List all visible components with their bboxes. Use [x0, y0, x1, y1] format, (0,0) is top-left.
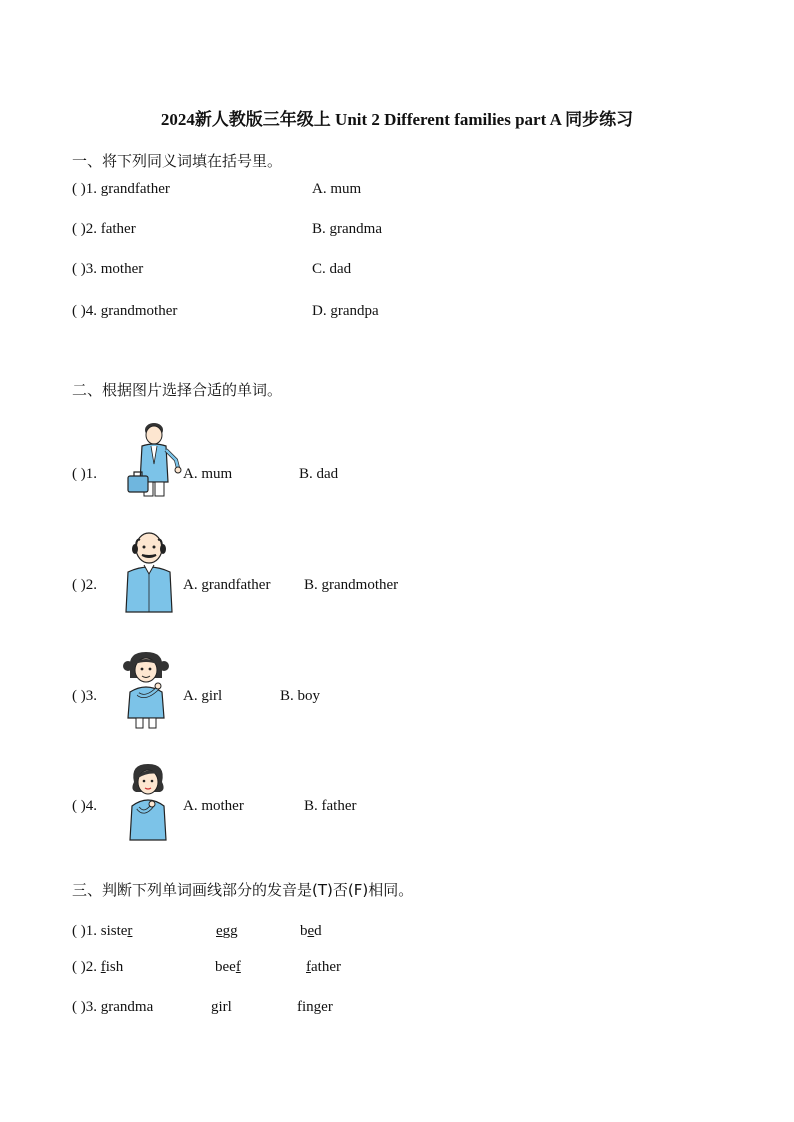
s3-q2-word-2: beef [215, 959, 241, 975]
businessman-with-briefcase-icon [118, 420, 184, 500]
grandfather-icon [118, 530, 180, 614]
girl-icon [118, 648, 174, 730]
s2-q4-option-b: B. father [304, 798, 357, 814]
s3-q1-word-2: egg [216, 923, 238, 939]
s3-question-3: ( )3. grandma [72, 999, 154, 1015]
s3-q3-word-2: girl [211, 999, 232, 1015]
s2-q2-option-a: A. grandfather [183, 577, 271, 593]
section-3-heading: 三、判断下列单词画线部分的发音是(T)否(F)相同。 [72, 881, 414, 899]
s1-option-a: A. mum [312, 181, 362, 197]
s2-q1-option-b: B. dad [299, 466, 339, 482]
s1-option-c: C. dad [312, 261, 352, 277]
s2-q3-option-b: B. boy [280, 688, 321, 704]
s1-question-1: ( )1. grandfather [72, 181, 170, 197]
s2-q1-option-a: A. mum [183, 466, 233, 482]
s1-question-3: ( )3. mother [72, 261, 144, 277]
page-title: 2024新人教版三年级上 Unit 2 Different families part A 同步练习 [160, 110, 634, 129]
s2-question-3: ( )3. [72, 688, 97, 704]
s2-question-1: ( )1. [72, 466, 97, 482]
s1-question-2: ( )2. father [72, 221, 136, 237]
s2-q2-option-b: B. grandmother [304, 577, 399, 593]
s3-question-1: ( )1. sister [72, 923, 133, 939]
s3-q1-word-3: bed [300, 923, 322, 939]
s2-question-2: ( )2. [72, 577, 97, 593]
s2-question-4: ( )4. [72, 798, 97, 814]
s3-q2-word-3: father [306, 959, 341, 975]
s2-q4-option-a: A. mother [183, 798, 244, 814]
s1-question-4: ( )4. grandmother [72, 303, 178, 319]
section-2-heading: 二、根据图片选择合适的单词。 [72, 381, 283, 399]
s1-option-d: D. grandpa [312, 303, 379, 319]
mother-icon [122, 760, 172, 844]
s1-option-b: B. grandma [312, 221, 382, 237]
s2-q3-option-a: A. girl [183, 688, 223, 704]
section-1-heading: 一、将下列同义词填在括号里。 [72, 152, 283, 170]
s3-q3-word-3: finger [297, 999, 333, 1015]
s3-question-2: ( )2. fish [72, 959, 124, 975]
